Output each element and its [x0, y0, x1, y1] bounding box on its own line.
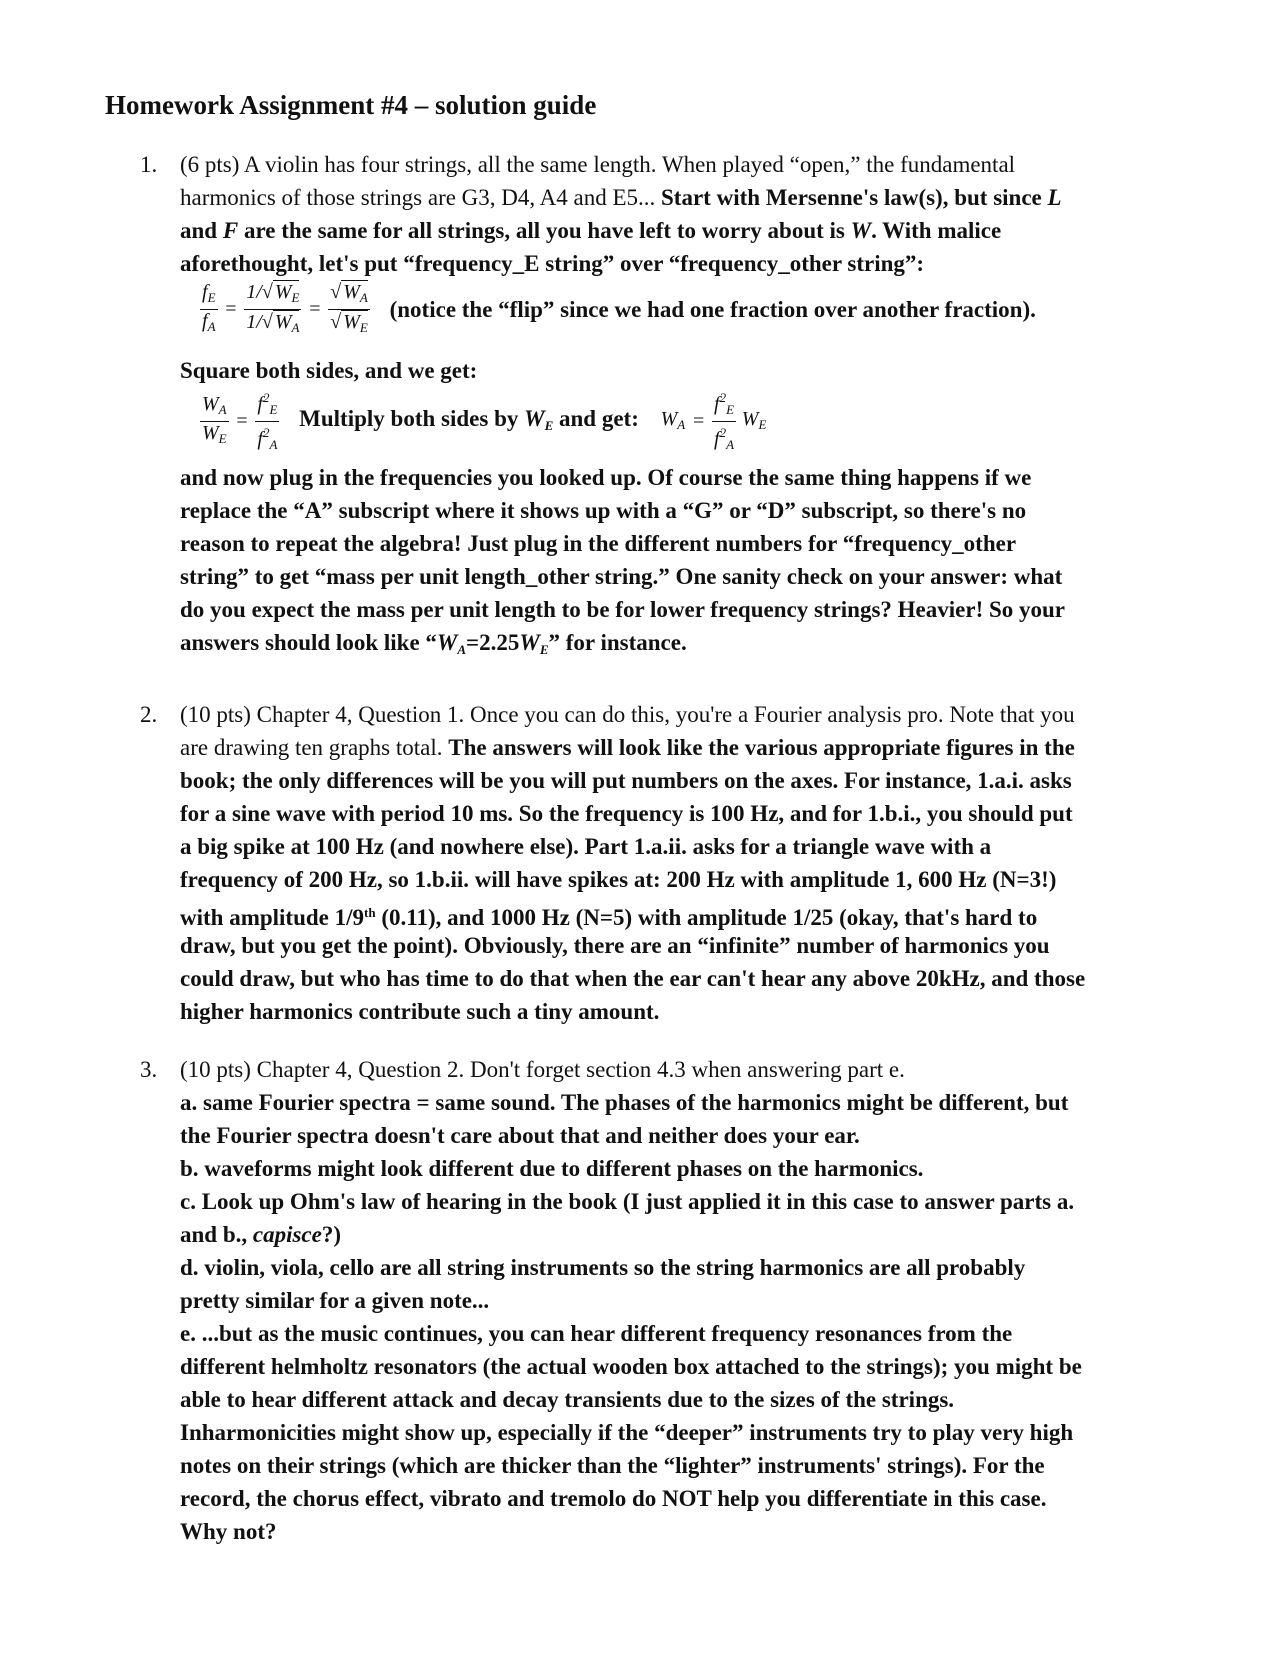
text-line: book; the only differences will be you will put numbers on the axes. For instance, 1.a.i. asks: [180, 768, 1072, 793]
text-line: different helmholtz resonators (the actual wooden box attached to the strings); you might be: [180, 1354, 1082, 1379]
equation-squared: $\frac{W_A}{W_E}$ = $\frac{f^2_E}{f^2_A}$ Multiply both sides by $W_E$ and get: $W_A$ = $\frac{f^2_E}{f^2_A}$ $W_E$: [180, 387, 1180, 461]
text-line: do you expect the mass per unit length to be for lower frequency strings? Heavier! So your: [180, 597, 1066, 622]
text-line: notes on their strings (which are thicker than the “lighter” instruments' strings). For the: [180, 1453, 1045, 1478]
text-line: (10 pts) Chapter 4, Question 2. Don't forget section 4.3 when answering part e.: [180, 1057, 905, 1082]
text-line: and b., capisce?): [180, 1222, 342, 1247]
text-line: frequency of 200 Hz, so 1.b.ii. will have spikes at: 200 Hz with amplitude 1, 600 Hz (N=3!): [180, 867, 1057, 892]
text-line: able to hear different attack and decay transients due to the sizes of the strings.: [180, 1387, 955, 1412]
text-line: record, the chorus effect, vibrato and tremolo do NOT help you differentiate in this case.: [180, 1486, 1047, 1511]
equation-ratio: $\frac{f_E}{f_A}$ = $\frac{1/√ W_E}{1/√ W_A}$ = $\frac{√ W_A}{√ W_E}$ (notice the “flip” since we had one fraction over another fraction).: [180, 280, 1180, 354]
text-line: c. Look up Ohm's law of hearing in the book (I just applied it in this case to answer parts a.: [180, 1189, 1075, 1214]
text-line: for a sine wave with period 10 ms. So the frequency is 100 Hz, and for 1.b.i., you should put: [180, 801, 1073, 826]
text-line: pretty similar for a given note...: [180, 1288, 490, 1313]
text-line: answers should look like “$W_A=2.25W_E$” for instance.: [180, 630, 687, 657]
text-line: draw, but you get the point). Obviously, there are an “infinite” number of harmonics you: [180, 933, 1050, 958]
equation-note: (notice the “flip” since we had one fraction over another fraction).: [389, 297, 1036, 322]
text-line: replace the “A” subscript where it shows up with a “G” or “D” subscript, so there's no: [180, 498, 1027, 523]
text-line: with amplitude 1/9th (0.11), and 1000 Hz (N=5) with amplitude 1/25 (okay, that's hard to: [180, 905, 1038, 930]
text-line: harmonics of those strings are G3, D4, A4 and E5... Start with Mersenne's law(s), but since L: [180, 185, 1062, 210]
text-line: (10 pts) Chapter 4, Question 1. Once you can do this, you're a Fourier analysis pro. Note that you: [180, 702, 1075, 727]
text-line: the Fourier spectra doesn't care about that and neither does your ear.: [180, 1123, 860, 1148]
text-line: and F are the same for all strings, all you have left to worry about is W. With malice: [180, 218, 1002, 243]
text-line: are drawing ten graphs total. The answers will look like the various appropriate figures in the: [180, 735, 1075, 760]
text-line: (6 pts) A violin has four strings, all the same length. When played “open,” the fundamental: [180, 152, 1016, 177]
text-line: e. ...but as the music continues, you can hear different frequency resonances from the: [180, 1321, 1013, 1346]
text-line: higher harmonics contribute such a tiny amount.: [180, 999, 660, 1024]
text-line: Square both sides, and we get:: [180, 358, 478, 383]
text-line: Why not?: [180, 1519, 277, 1544]
question-number: 3.: [140, 1057, 158, 1082]
text-line: reason to repeat the algebra! Just plug in the different numbers for “frequency_other: [180, 531, 1017, 556]
text-line: aforethought, let's put “frequency_E string” over “frequency_other string”:: [180, 251, 925, 276]
text-line: could draw, but who has time to do that when the ear can't hear any above 20kHz, and those: [180, 966, 1086, 991]
text-line: and now plug in the frequencies you looked up. Of course the same thing happens if we: [180, 465, 1032, 490]
text-line: b. waveforms might look different due to different phases on the harmonics.: [180, 1156, 924, 1181]
question-number: 2.: [140, 702, 158, 727]
text-line: string” to get “mass per unit length_other string.” One sanity check on your answer: what: [180, 564, 1063, 589]
text-line: a. same Fourier spectra = same sound. The phases of the harmonics might be different, but: [180, 1090, 1069, 1115]
page-title: Homework Assignment #4 – solution guide: [105, 90, 597, 120]
question-number: 1.: [140, 152, 158, 177]
text-line: d. violin, viola, cello are all string instruments so the string harmonics are all probably: [180, 1255, 1026, 1280]
text-line: a big spike at 100 Hz (and nowhere else). Part 1.a.ii. asks for a triangle wave with a: [180, 834, 992, 859]
text-line: Inharmonicities might show up, especially if the “deeper” instruments try to play very high: [180, 1420, 1074, 1445]
